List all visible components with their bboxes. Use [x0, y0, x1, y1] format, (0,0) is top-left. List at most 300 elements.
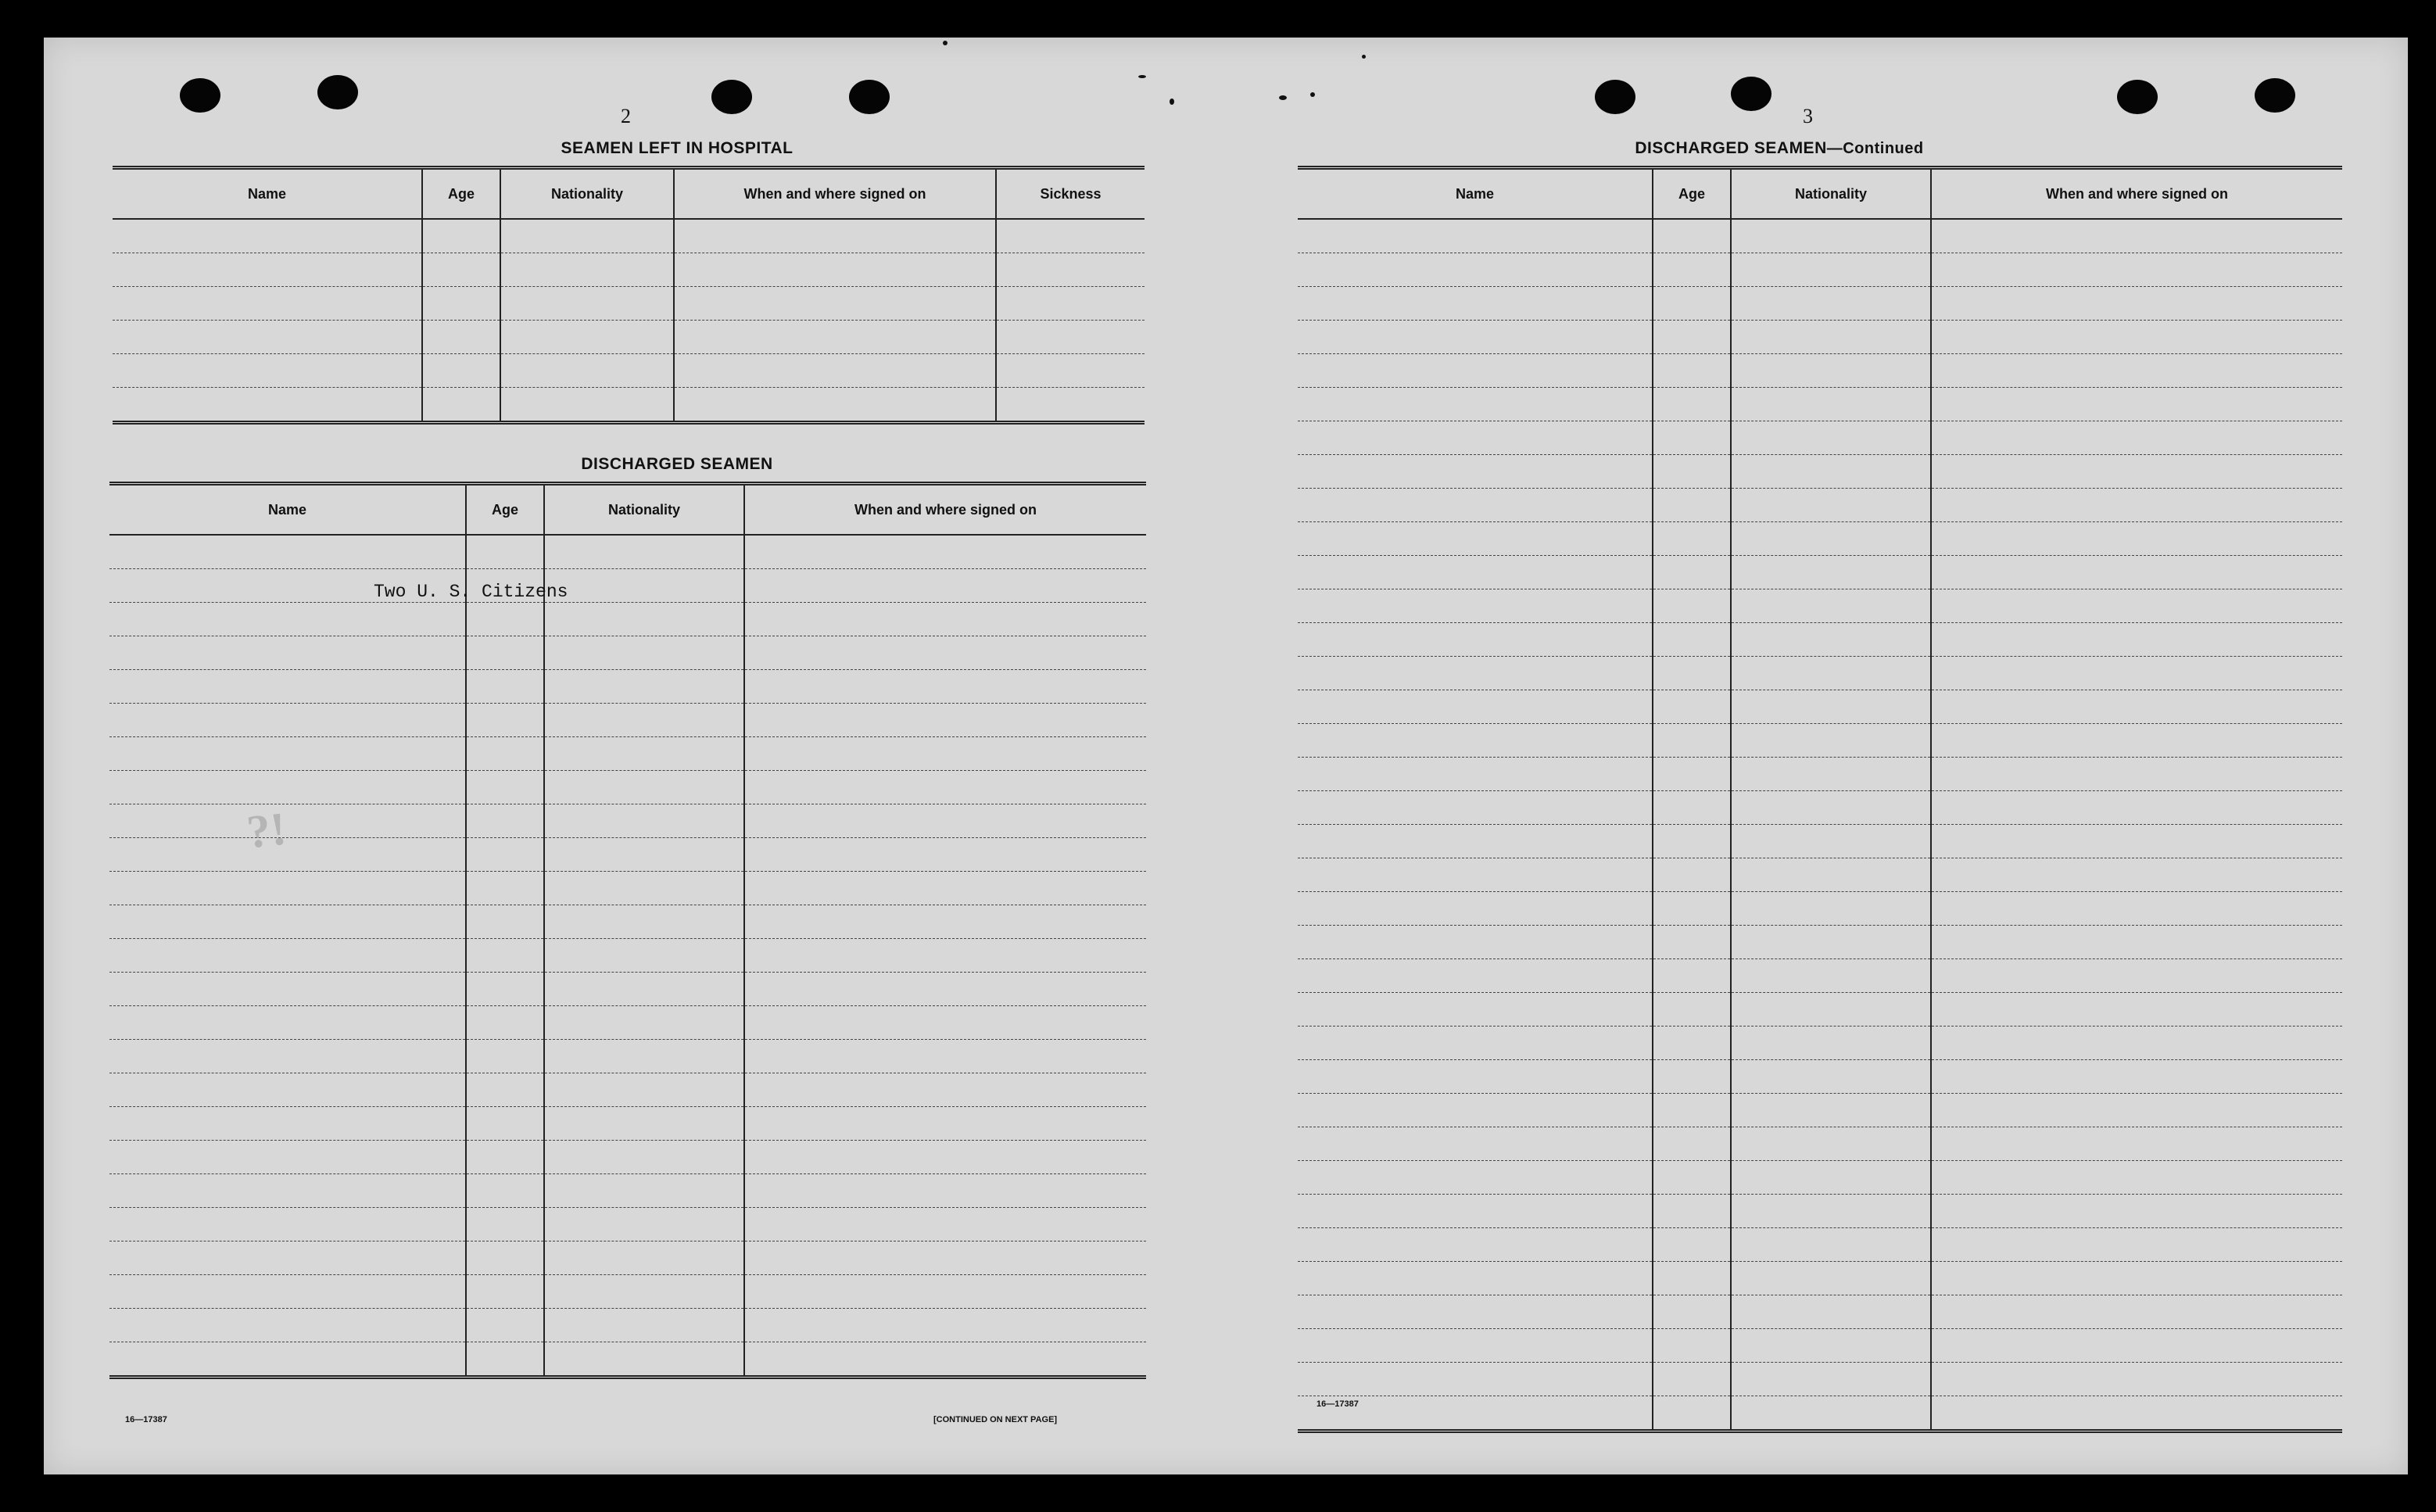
form-cell: [1731, 589, 1931, 623]
form-cell: [544, 636, 744, 670]
form-row: [113, 253, 1145, 287]
form-row: [1298, 219, 2342, 253]
form-cell: [500, 253, 674, 287]
form-cell: [674, 219, 996, 253]
form-cell: [744, 1141, 1146, 1174]
form-cell: [1731, 354, 1931, 388]
form-row: [1298, 1060, 2342, 1094]
form-cell: [744, 838, 1146, 872]
form-row: [1298, 1329, 2342, 1363]
form-cell: [1931, 825, 2342, 858]
form-row: [109, 1275, 1146, 1309]
form-row: [1298, 1262, 2342, 1295]
form-row: [1298, 421, 2342, 455]
form-cell: [1653, 1060, 1731, 1094]
form-cell: [1298, 1295, 1653, 1329]
page-number-right: 3: [1803, 105, 1813, 127]
form-cell: [544, 1241, 744, 1275]
form-row: [109, 737, 1146, 771]
form-row: [1298, 657, 2342, 690]
hospital-table-body: [113, 219, 1145, 423]
form-cell: [109, 737, 466, 771]
form-cell: [500, 388, 674, 423]
form-cell: [1653, 321, 1731, 354]
form-cell: [466, 1006, 544, 1040]
form-cell: [1731, 388, 1931, 421]
form-cell: [1653, 556, 1731, 589]
form-cell: [1731, 657, 1931, 690]
form-cell: [1731, 1027, 1931, 1060]
form-cell: [1653, 489, 1731, 522]
form-cell: [1298, 589, 1653, 623]
form-cell: [1298, 1195, 1653, 1228]
form-cell: [1931, 1060, 2342, 1094]
form-cell: [466, 1342, 544, 1378]
form-cell: [1731, 1060, 1931, 1094]
form-cell: [1731, 321, 1931, 354]
form-row: [1298, 1094, 2342, 1127]
form-cell: [109, 1309, 466, 1342]
form-row: [109, 569, 1146, 603]
form-row: [1298, 287, 2342, 321]
form-cell: [1731, 724, 1931, 758]
form-row: [1298, 724, 2342, 758]
form-cell: [466, 1275, 544, 1309]
form-cell: [109, 838, 466, 872]
form-row: [113, 354, 1145, 388]
form-cell: [1653, 522, 1731, 556]
form-cell: [1298, 993, 1653, 1027]
column-header-nationality: Nationality: [1731, 168, 1931, 220]
form-cell: [1731, 489, 1931, 522]
form-row: [109, 771, 1146, 804]
form-cell: [1298, 690, 1653, 724]
discharged-section-title: DISCHARGED SEAMEN: [581, 455, 773, 473]
form-cell: [1298, 1262, 1653, 1295]
form-row: [1298, 1295, 2342, 1329]
form-cell: [744, 905, 1146, 939]
form-row: [113, 321, 1145, 354]
punch-hole: [849, 80, 890, 114]
form-cell: [466, 1241, 544, 1275]
form-cell: [466, 535, 544, 569]
form-cell: [466, 1073, 544, 1107]
form-cell: [1298, 724, 1653, 758]
form-cell: [1731, 690, 1931, 724]
form-cell: [544, 704, 744, 737]
form-cell: [674, 321, 996, 354]
form-cell: [1298, 926, 1653, 959]
form-cell: [1653, 690, 1731, 724]
form-cell: [1931, 1295, 2342, 1329]
form-cell: [466, 838, 544, 872]
form-cell: [544, 603, 744, 636]
column-header-signed-on: When and where signed on: [674, 168, 996, 220]
form-cell: [744, 636, 1146, 670]
form-cell: [1298, 489, 1653, 522]
discharged-table-left: [109, 482, 1146, 1379]
form-cell: [1931, 1094, 2342, 1127]
form-cell: [1731, 287, 1931, 321]
form-cell: [1298, 253, 1653, 287]
form-cell: [544, 569, 744, 603]
form-cell: [1931, 993, 2342, 1027]
form-cell: [1653, 219, 1731, 253]
form-row: [109, 804, 1146, 838]
form-cell: [1298, 623, 1653, 657]
form-cell: [1298, 657, 1653, 690]
column-header-nationality: Nationality: [500, 168, 674, 220]
form-cell: [544, 1275, 744, 1309]
discharged-title-main: DISCHARGED SEAMEN: [1635, 139, 1827, 157]
form-row: [109, 973, 1146, 1006]
form-cell: [544, 1040, 744, 1073]
form-cell: [744, 603, 1146, 636]
form-cell: [109, 1241, 466, 1275]
form-cell: [1931, 1396, 2342, 1431]
form-cell: [1731, 522, 1931, 556]
form-row: [1298, 556, 2342, 589]
document-sheet: [44, 38, 2408, 1474]
form-row: [109, 1309, 1146, 1342]
form-cell: [544, 771, 744, 804]
form-cell: [113, 253, 422, 287]
form-cell: [1731, 825, 1931, 858]
form-cell: [744, 1309, 1146, 1342]
form-cell: [1731, 758, 1931, 791]
form-row: [1298, 522, 2342, 556]
form-cell: [544, 670, 744, 704]
form-cell: [1731, 892, 1931, 926]
form-row: [1298, 892, 2342, 926]
form-cell: [1298, 1161, 1653, 1195]
form-cell: [1298, 825, 1653, 858]
form-cell: [1298, 1127, 1653, 1161]
form-cell: [1931, 1262, 2342, 1295]
form-cell: [744, 670, 1146, 704]
form-cell: [109, 771, 466, 804]
form-cell: [544, 1309, 744, 1342]
form-cell: [1298, 1094, 1653, 1127]
form-cell: [1298, 388, 1653, 421]
form-row: [1298, 388, 2342, 421]
form-cell: [744, 1073, 1146, 1107]
form-row: [109, 603, 1146, 636]
form-cell: [744, 569, 1146, 603]
form-row: [1298, 1127, 2342, 1161]
form-cell: [466, 804, 544, 838]
form-cell: [1731, 993, 1931, 1027]
form-row: [1298, 1195, 2342, 1228]
form-cell: [744, 535, 1146, 569]
form-cell: [1653, 1363, 1731, 1396]
column-header-sickness: Sickness: [996, 168, 1145, 220]
form-cell: [1298, 1027, 1653, 1060]
form-cell: [422, 354, 500, 388]
form-cell: [1298, 1363, 1653, 1396]
form-cell: [1653, 724, 1731, 758]
form-cell: [1931, 321, 2342, 354]
form-row: [1298, 1363, 2342, 1396]
form-row: [109, 1208, 1146, 1241]
form-row: [109, 1141, 1146, 1174]
form-row: [109, 1342, 1146, 1378]
form-cell: [1931, 253, 2342, 287]
form-row: [1298, 455, 2342, 489]
form-row: [109, 838, 1146, 872]
discharged-continued-title: [1545, 139, 2014, 158]
form-row: [109, 1107, 1146, 1141]
form-cell: [1931, 489, 2342, 522]
form-cell: [544, 1342, 744, 1378]
form-cell: [1653, 589, 1731, 623]
form-cell: [1298, 556, 1653, 589]
form-cell: [466, 1208, 544, 1241]
form-row: [1298, 489, 2342, 522]
form-cell: [1931, 522, 2342, 556]
form-cell: [109, 1342, 466, 1378]
form-cell: [466, 973, 544, 1006]
bleed-through-mark: ?!: [244, 802, 289, 858]
form-cell: [1298, 959, 1653, 993]
form-cell: [744, 1006, 1146, 1040]
form-row: [109, 1073, 1146, 1107]
form-cell: [466, 771, 544, 804]
form-cell: [1931, 421, 2342, 455]
ink-speck: [1279, 95, 1287, 100]
form-row: [1298, 1396, 2342, 1431]
form-row: [109, 704, 1146, 737]
form-cell: [744, 1208, 1146, 1241]
form-cell: [422, 287, 500, 321]
form-cell: [1931, 354, 2342, 388]
form-cell: [1731, 1195, 1931, 1228]
column-header-signed-on: When and where signed on: [1931, 168, 2342, 220]
form-cell: [744, 1040, 1146, 1073]
form-cell: [466, 872, 544, 905]
form-cell: [1731, 219, 1931, 253]
form-cell: [466, 1040, 544, 1073]
form-cell: [1298, 321, 1653, 354]
form-row: [1298, 321, 2342, 354]
form-cell: [996, 321, 1145, 354]
form-cell: [1931, 1161, 2342, 1195]
form-cell: [1653, 253, 1731, 287]
form-cell: [500, 321, 674, 354]
form-row: [1298, 959, 2342, 993]
form-cell: [466, 737, 544, 771]
form-cell: [109, 670, 466, 704]
form-cell: [1653, 287, 1731, 321]
column-header-name: Name: [113, 168, 422, 220]
form-cell: [1931, 1027, 2342, 1060]
form-cell: [1653, 1027, 1731, 1060]
form-row: [1298, 1027, 2342, 1060]
form-row: [113, 388, 1145, 423]
form-cell: [1931, 1363, 2342, 1396]
form-row: [1298, 926, 2342, 959]
form-cell: [109, 636, 466, 670]
form-cell: [544, 1006, 744, 1040]
form-row: [109, 872, 1146, 905]
form-row: [109, 905, 1146, 939]
form-cell: [1298, 421, 1653, 455]
form-cell: [1931, 287, 2342, 321]
form-cell: [1653, 959, 1731, 993]
form-cell: [1653, 623, 1731, 657]
form-cell: [1931, 1127, 2342, 1161]
form-cell: [1298, 791, 1653, 825]
form-cell: [1653, 1262, 1731, 1295]
ink-speck: [1310, 92, 1315, 97]
form-cell: [1731, 791, 1931, 825]
form-cell: [109, 1073, 466, 1107]
form-cell: [544, 1174, 744, 1208]
form-cell: [1298, 1060, 1653, 1094]
hospital-section-title: SEAMEN LEFT IN HOSPITAL: [561, 139, 793, 157]
form-cell: [1931, 388, 2342, 421]
form-row: [1298, 758, 2342, 791]
form-cell: [544, 804, 744, 838]
form-cell: [1731, 858, 1931, 892]
form-cell: [1931, 219, 2342, 253]
form-cell: [466, 939, 544, 973]
form-cell: [466, 1107, 544, 1141]
form-cell: [113, 321, 422, 354]
form-cell: [544, 1107, 744, 1141]
form-cell: [109, 1107, 466, 1141]
form-cell: [1298, 219, 1653, 253]
form-cell: [109, 973, 466, 1006]
hospital-table: [113, 166, 1145, 425]
form-cell: [109, 1275, 466, 1309]
form-cell: [1931, 1228, 2342, 1262]
discharged-table-right: [1298, 166, 2342, 1433]
form-row: [1298, 623, 2342, 657]
form-cell: [1931, 858, 2342, 892]
form-cell: [466, 670, 544, 704]
form-cell: [1931, 1195, 2342, 1228]
form-cell: [466, 603, 544, 636]
form-cell: [1653, 1295, 1731, 1329]
ink-speck: [1170, 99, 1174, 105]
form-cell: [1298, 1329, 1653, 1363]
form-cell: [1653, 657, 1731, 690]
form-cell: [544, 535, 744, 569]
form-row: [1298, 791, 2342, 825]
form-cell: [1298, 287, 1653, 321]
form-number-left: 16—17387: [125, 1415, 167, 1424]
form-number-right: 16—17387: [1317, 1399, 1359, 1409]
form-cell: [1931, 892, 2342, 926]
form-cell: [500, 354, 674, 388]
form-cell: [544, 1141, 744, 1174]
column-header-name: Name: [109, 484, 466, 536]
form-cell: [544, 737, 744, 771]
form-row: [1298, 589, 2342, 623]
form-cell: [996, 287, 1145, 321]
form-cell: [1653, 1228, 1731, 1262]
form-cell: [1653, 1329, 1731, 1363]
form-cell: [1298, 354, 1653, 388]
form-row: [109, 1241, 1146, 1275]
column-header-nationality: Nationality: [544, 484, 744, 536]
form-cell: [109, 872, 466, 905]
form-cell: [1653, 388, 1731, 421]
ink-speck: [1362, 55, 1366, 59]
form-cell: [1731, 1295, 1931, 1329]
form-cell: [109, 603, 466, 636]
form-cell: [744, 1241, 1146, 1275]
form-row: [1298, 1228, 2342, 1262]
form-cell: [1931, 589, 2342, 623]
column-header-age: Age: [466, 484, 544, 536]
form-cell: [744, 1275, 1146, 1309]
form-cell: [1653, 892, 1731, 926]
punch-hole: [2117, 80, 2158, 114]
form-cell: [1731, 556, 1931, 589]
form-cell: [466, 905, 544, 939]
punch-hole: [317, 75, 358, 109]
form-cell: [1653, 1127, 1731, 1161]
form-row: [109, 1006, 1146, 1040]
page-number-left: 2: [621, 105, 631, 127]
ink-speck: [1138, 75, 1146, 78]
form-cell: [422, 253, 500, 287]
form-cell: [1731, 1262, 1931, 1295]
form-cell: [744, 939, 1146, 973]
form-cell: [109, 1006, 466, 1040]
form-cell: [422, 321, 500, 354]
form-cell: [1731, 926, 1931, 959]
form-cell: [744, 1342, 1146, 1378]
form-cell: [1731, 623, 1931, 657]
form-cell: [466, 1141, 544, 1174]
form-cell: [113, 388, 422, 423]
form-cell: [1731, 1094, 1931, 1127]
form-cell: [1731, 1161, 1931, 1195]
form-cell: [544, 905, 744, 939]
form-cell: [1653, 791, 1731, 825]
form-cell: [1298, 455, 1653, 489]
form-cell: [674, 253, 996, 287]
punch-hole: [180, 78, 220, 113]
form-cell: [466, 1174, 544, 1208]
form-cell: [466, 636, 544, 670]
form-cell: [1653, 825, 1731, 858]
form-cell: [1653, 1195, 1731, 1228]
form-row: [109, 1174, 1146, 1208]
form-cell: [1931, 1329, 2342, 1363]
form-cell: [744, 804, 1146, 838]
form-cell: [109, 1208, 466, 1241]
column-header-age: Age: [422, 168, 500, 220]
form-cell: [422, 219, 500, 253]
form-cell: [1298, 1228, 1653, 1262]
form-cell: [544, 1073, 744, 1107]
form-cell: [109, 804, 466, 838]
form-cell: [1298, 858, 1653, 892]
form-row: [113, 287, 1145, 321]
form-cell: [1931, 623, 2342, 657]
form-cell: [674, 354, 996, 388]
form-cell: [109, 1174, 466, 1208]
form-cell: [544, 838, 744, 872]
form-cell: [744, 872, 1146, 905]
form-cell: [674, 287, 996, 321]
form-row: [109, 1040, 1146, 1073]
form-cell: [1931, 959, 2342, 993]
